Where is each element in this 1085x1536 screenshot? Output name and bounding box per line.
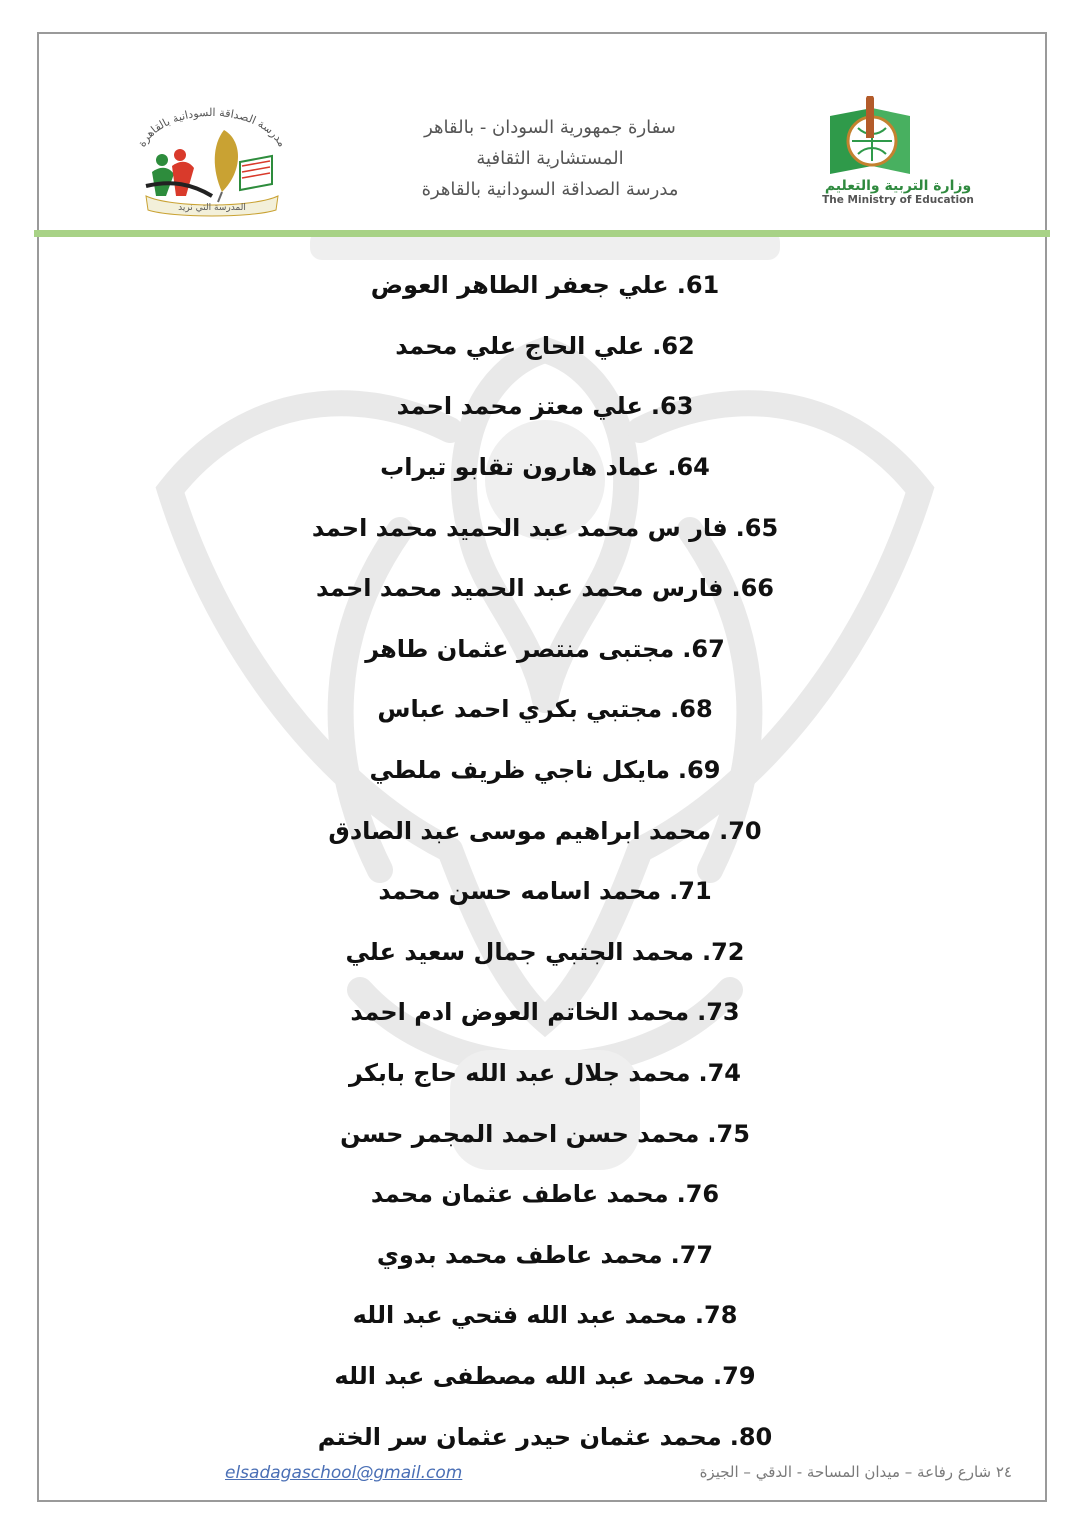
header-block [380,112,720,205]
list-item: 63. علي معتز محمد احمد [396,392,694,421]
list-item: 74. محمد جلال عبد الله حاج بابكر [349,1059,741,1088]
svg-text:المدرسة التي نريد: المدرسة التي نريد [178,203,246,213]
list-item: 76. محمد عاطف عثمان محمد [370,1180,720,1209]
list-item: 73. محمد الخاتم العوض ادم احمد [350,998,740,1027]
svg-text:The Ministry of Education: The Ministry of Education [822,194,974,206]
footer-email-link[interactable]: elsadagaschool@gmail.com [225,1463,463,1483]
list-item: 66. فارس محمد عبد الحميد محمد احمد [316,574,775,603]
header-divider [34,230,1050,237]
list-item: 68. مجتبي بكري احمد عباس [377,695,713,724]
school-logo [132,100,292,218]
footer-address: ٢٤ شارع رفاعة – ميدان المساحة - الدقي – الجيزة [699,1463,1012,1481]
list-item: 75. محمد حسن احمد المجمر حسن [340,1119,750,1148]
list-item: 79. محمد عبد الله مصطفى عبد الله [334,1361,756,1390]
header-cultural-attache: المستشارية الثقافية [476,148,624,169]
svg-text:مدرسة الصداقة السودانية بالقاه: مدرسة الصداقة السودانية بالقاهرة [135,105,289,150]
list-item: 69. مايكل ناجي ظريف ملطي [369,756,721,785]
list-item: 62. علي الحاج علي محمد [395,331,695,360]
student-list [150,255,940,1467]
svg-text:وزارة التربية والتعليم: وزارة التربية والتعليم [824,178,972,194]
list-item: 77. محمد عاطف محمد بدوي [376,1240,714,1269]
list-item: 71. محمد اسامه حسن محمد [378,877,712,906]
list-item: 70. محمد ابراهيم موسى عبد الصادق [328,816,762,845]
list-item: 72. محمد الجتبي جمال سعيد علي [345,937,745,966]
list-item: 78. محمد عبد الله فتحي عبد الله [352,1301,738,1330]
list-item: 80. محمد عثمان حيدر عثمان سر الختم [317,1422,773,1451]
header-embassy: سفارة جمهورية السودان - بالقاهر [424,117,676,138]
list-item: 64. عماد هارون تقابو تيراب [380,453,710,482]
header-school-name: مدرسة الصداقة السودانية بالقاهرة [421,179,679,200]
list-item: 67. مجتبى منتصر عثمان طاهر [365,634,725,663]
ministry-logo [790,96,1000,208]
list-item: 61. علي جعفر الطاهر العوض [370,271,720,300]
list-item: 65. فار س محمد عبد الحميد محمد احمد [311,513,779,542]
